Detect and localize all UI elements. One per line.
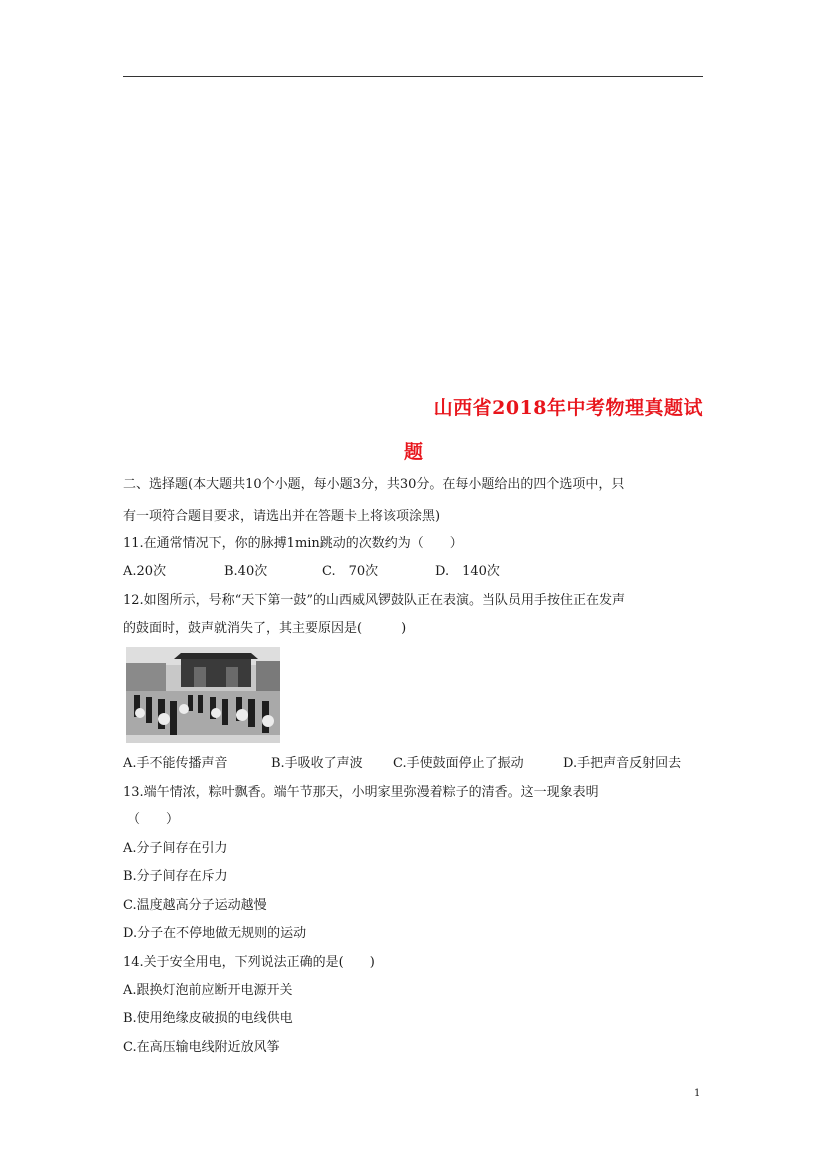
q12-option-c: C.手使鼓面停止了振动 [393, 756, 524, 771]
q13-stem-line2: （ ） [127, 812, 180, 827]
q12-option-b: B.手吸收了声波 [271, 756, 363, 771]
q11-option-b: B.40次 [224, 564, 268, 579]
q12-option-a: A.手不能传播声音 [123, 756, 228, 771]
q14-option-a: A.跟换灯泡前应断开电源开关 [123, 983, 293, 998]
section-intro-line1: 二、选择题(本大题共10个小题，每小题3分，共30分。在每小题给出的四个选项中，只 [123, 477, 625, 492]
q11-option-d: D. 140次 [435, 564, 500, 579]
q12-stem-line1: 12.如图所示，号称“天下第一鼓”的山西威风锣鼓队正在表演。当队员用手按住正在发声 [123, 593, 625, 608]
q14-option-b: B.使用绝缘皮破损的电线供电 [123, 1011, 293, 1026]
q11-option-c: C. 70次 [322, 564, 379, 579]
q13-option-a: A.分子间存在引力 [123, 841, 228, 856]
page-title-line1: 山西省2018年中考物理真题试 [433, 397, 703, 419]
q14-stem: 14.关于安全用电，下列说法正确的是( ) [123, 955, 375, 970]
q13-option-c: C.温度越高分子运动越慢 [123, 898, 267, 913]
page-number: 1 [694, 1088, 701, 1099]
q13-option-b: B.分子间存在斥力 [123, 869, 228, 884]
header-rule [123, 76, 703, 77]
page-title-line2: 题 [403, 441, 423, 463]
section-intro-line2: 有一项符合题目要求，请选出并在答题卡上将该项涂黑) [123, 509, 441, 524]
q13-stem-line1: 13.端午情浓，粽叶飘香。端午节那天，小明家里弥漫着粽子的清香。这一现象表明 [123, 785, 599, 800]
q12-option-d: D.手把声音反射回去 [563, 756, 682, 771]
q13-option-d: D.分子在不停地做无规则的运动 [123, 926, 307, 941]
drum-team-photo [126, 647, 280, 743]
q11-option-a: A.20次 [123, 564, 167, 579]
q12-stem-line2: 的鼓面时，鼓声就消失了，其主要原因是( ) [123, 621, 407, 636]
q11-stem: 11.在通常情况下，你的脉搏1min跳动的次数约为（ ） [123, 536, 463, 551]
q14-option-c: C.在高压输电线附近放风筝 [123, 1040, 280, 1055]
